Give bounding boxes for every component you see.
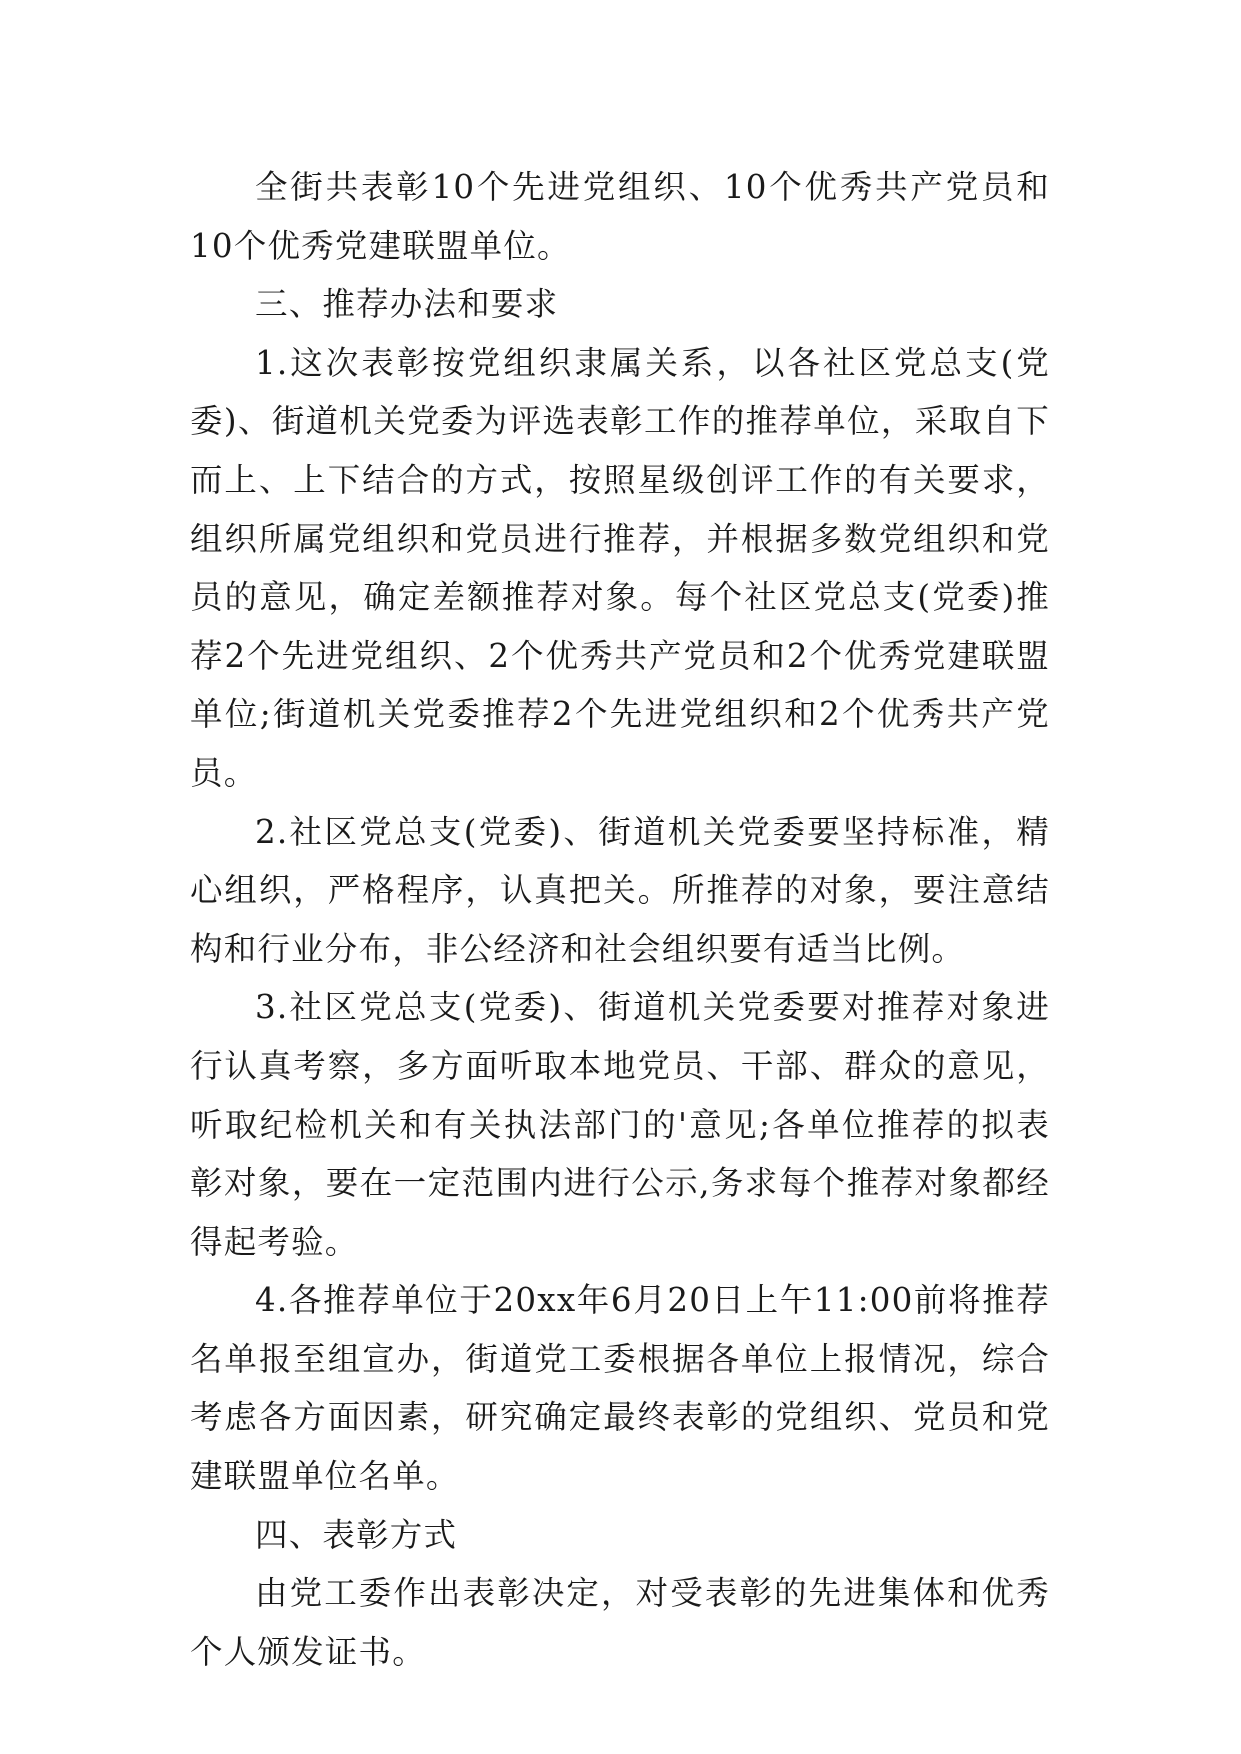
document-body — [190, 158, 1050, 1681]
paragraph-item-3: 3.社区党总支(党委)、街道机关党委要对推荐对象进行认真考察，多方面听取本地党员、干部、群众的意见，听取纪检机关和有关执法部门的'意见;各单位推荐的拟表彰对象，要在一定范围内进行公示,务求每个推荐对象都经得起考验。 — [190, 988, 1050, 1261]
paragraph-item-1: 1.这次表彰按党组织隶属关系，以各社区党总支(党委)、街道机关党委为评选表彰工作的推荐单位，采取自下而上、上下结合的方式，按照星级创评工作的有关要求，组织所属党组织和党员进行推荐，并根据多数党组织和党员的意见，确定差额推荐对象。每个社区党总支(党委)推荐2个先进党组织、2个优秀共产党员和2个优秀党建联盟单位;街道机关党委推荐2个先进党组织和2个优秀共产党员。 — [190, 343, 1050, 792]
paragraph-award-method: 由党工委作出表彰决定，对受表彰的先进集体和优秀个人颁发证书。 — [190, 1574, 1050, 1671]
section-heading-recommendation: 三、推荐办法和要求 — [255, 285, 559, 324]
paragraph-item-2: 2.社区党总支(党委)、街道机关党委要坚持标准，精心组织，严格程序，认真把关。所推荐的对象，要注意结构和行业分布，非公经济和社会组织要有适当比例。 — [190, 812, 1050, 968]
paragraph-item-4: 4.各推荐单位于20xx年6月20日上午11:00前将推荐名单报至组宣办，街道党工委根据各单位上报情况，综合考虑各方面因素，研究确定最终表彰的党组织、党员和党建联盟单位名单。 — [190, 1281, 1050, 1496]
paragraph-award-quota: 全街共表彰10个先进党组织、10个优秀共产党员和10个优秀党建联盟单位。 — [190, 168, 1050, 265]
section-heading-award-method: 四、表彰方式 — [255, 1515, 458, 1554]
